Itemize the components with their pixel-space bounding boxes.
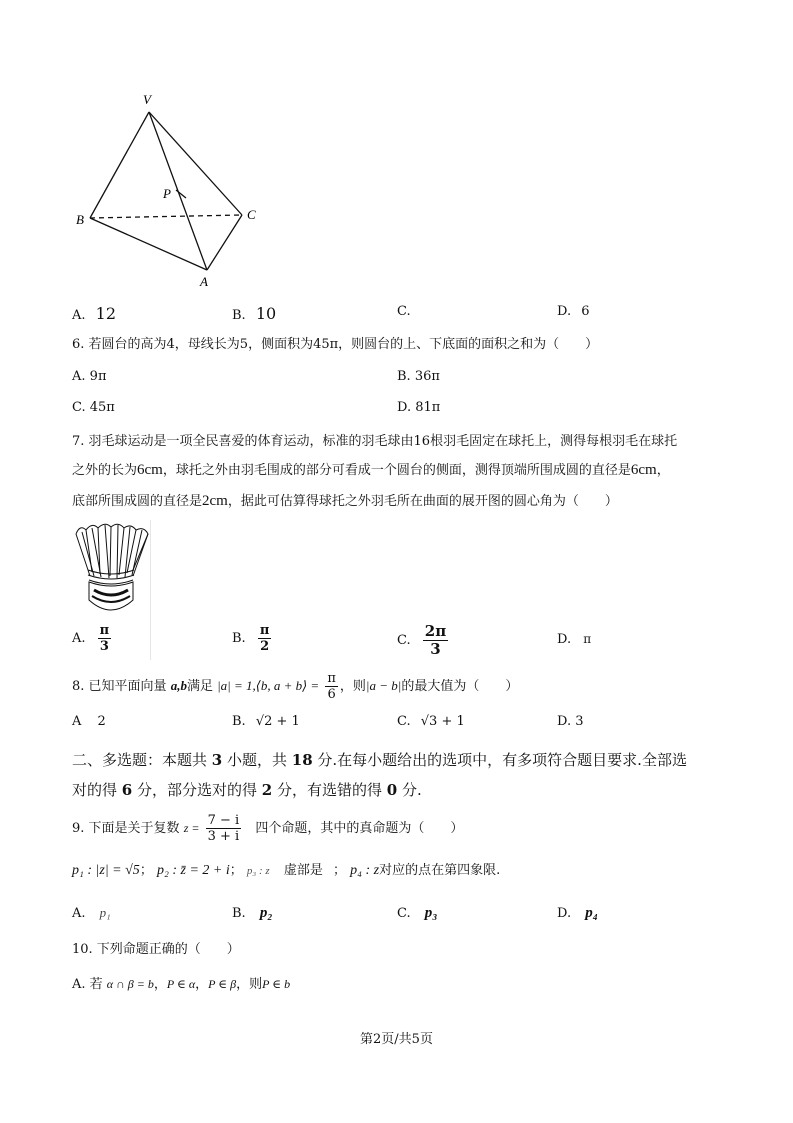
proposition-p2: p₂ : z̄ = 2 + i <box>156 863 230 878</box>
q8-stem <box>72 672 518 701</box>
option-letter: C. <box>72 400 86 415</box>
option-value: 36π <box>414 369 440 384</box>
q9-option-b[interactable] <box>232 905 273 922</box>
fraction <box>423 624 448 657</box>
fraction-denominator: 6 <box>327 687 336 702</box>
separator: ； <box>139 863 153 878</box>
fraction-denominator: 3 <box>430 640 441 658</box>
q7-length: 2cm <box>202 493 228 509</box>
fraction <box>258 624 272 653</box>
figure-divider <box>150 520 151 660</box>
option-letter: A. <box>72 369 86 384</box>
section-text: 分. <box>397 781 422 799</box>
q10-option-a[interactable] <box>72 975 290 994</box>
q8-text: 的最大值为（ ） <box>401 679 519 694</box>
option-letter: B. <box>232 308 246 323</box>
q8-option-b[interactable] <box>232 714 300 729</box>
feather-shaft <box>92 528 101 577</box>
fraction <box>325 672 338 701</box>
q9-option-a[interactable] <box>72 905 111 921</box>
proposition-p3-text: 虚部是 <box>283 863 323 878</box>
fraction-numerator: 7 − i <box>207 813 240 828</box>
feather-shaft <box>105 525 109 578</box>
option-value: 12 <box>95 304 117 323</box>
fraction <box>98 624 112 653</box>
q8-option-d[interactable] <box>557 714 584 729</box>
q7-option-b[interactable] <box>232 624 273 653</box>
option-letter: D. <box>557 906 572 921</box>
option-value: p₂ <box>259 905 273 921</box>
q7-text: ， <box>656 463 670 478</box>
option-value: 81π <box>415 400 441 415</box>
q9-propositions <box>72 860 500 882</box>
q8-text: ，则 <box>339 679 366 694</box>
vector-symbols: a,b <box>170 678 187 693</box>
q9-text: 9. 下面是关于复数 <box>72 821 180 836</box>
option-letter: A. <box>72 631 86 646</box>
q6-option-c[interactable] <box>72 400 115 415</box>
q7-option-a[interactable] <box>72 624 113 653</box>
option-letter: B. <box>232 631 246 646</box>
option-value: 6 <box>581 304 590 319</box>
separator: ，则 <box>236 977 263 992</box>
option-letter: B. <box>397 369 411 384</box>
q6-option-a[interactable] <box>72 369 107 384</box>
q8-option-c[interactable] <box>397 714 465 729</box>
q8-text: 满足 <box>186 679 213 694</box>
fraction-denominator: 2 <box>260 639 270 654</box>
q7-text: 底部所围成圆的直径是 <box>72 494 203 509</box>
q5-option-c[interactable] <box>397 304 411 319</box>
q6-stem: 6. 若圆台的高为4，母线长为5，侧面积为45π，则圆台的上、下底面的面积之和为（ ） <box>72 337 599 352</box>
segment-pc <box>176 190 186 198</box>
q8-text: 8. 已知平面向量 <box>72 679 167 694</box>
edge-ca <box>207 215 242 270</box>
fraction-numerator: π <box>99 623 110 638</box>
band <box>89 580 133 584</box>
section-text: 分.在每小题给出的选项中，有多项符合题目要求.全部选 <box>312 751 687 769</box>
option-value: 10 <box>255 304 277 323</box>
band <box>88 575 134 579</box>
option-letter: C. <box>397 714 411 729</box>
label-v: V <box>143 92 151 107</box>
option-letter: A. 若 <box>72 977 103 992</box>
q7-length: 6cm <box>630 462 657 478</box>
label-c: C <box>247 207 256 222</box>
option-letter: A <box>72 714 82 729</box>
separator: ， <box>195 977 209 992</box>
q7-stem-line3 <box>72 492 618 511</box>
option-value: p₁ <box>99 905 111 920</box>
option-math: P ∈ b <box>262 977 291 991</box>
q7-option-d[interactable] <box>557 632 591 647</box>
q7-text: ，球托之外由羽毛围成的部分可看成一个圆台的侧面，测得顶端所围成圆的直径是 <box>162 463 631 478</box>
section-number: 18 <box>291 751 313 769</box>
q7-text: ，据此可估算得球托之外羽毛所在曲面的展开图的圆心角为（ ） <box>227 494 618 509</box>
q9-option-d[interactable] <box>557 905 598 922</box>
section-text: 小题，共 <box>222 751 292 769</box>
option-letter: B. <box>232 714 246 729</box>
option-letter: C. <box>397 304 411 319</box>
option-value: 9π <box>89 369 107 384</box>
label-p: P <box>163 186 171 201</box>
q5-option-a[interactable] <box>72 304 116 323</box>
label-b: B <box>76 212 84 227</box>
complex-z-definition: z = <box>183 821 200 835</box>
q7-length: 6cm <box>137 462 163 478</box>
separator: ， <box>153 977 167 992</box>
option-letter: D. <box>557 714 572 729</box>
q9-text: 四个命题，其中的真命题为（ ） <box>255 821 464 836</box>
section-text: 分，部分选对的得 <box>132 781 262 799</box>
angle-condition: ⟨b, a + b⟩ = <box>255 678 320 693</box>
fraction <box>206 814 242 843</box>
separator: ； <box>229 863 243 878</box>
section-number: 3 <box>211 751 223 769</box>
option-math: P ∈ α <box>166 977 196 991</box>
vector-norm-condition: |a| = 1, <box>217 678 256 693</box>
q7-stem-line2 <box>72 461 670 480</box>
fraction-numerator: 2π <box>424 622 447 640</box>
section-heading <box>72 745 732 805</box>
edge-ba <box>90 218 207 270</box>
pyramid-figure <box>70 88 270 293</box>
option-letter: D. <box>397 400 412 415</box>
fraction-numerator: π <box>327 671 336 686</box>
option-value: 45π <box>89 400 115 415</box>
option-letter: D. <box>557 304 572 319</box>
q9-option-c[interactable] <box>397 905 438 922</box>
proposition-p4: p₄ : z <box>350 863 380 878</box>
section-text: 分，有选错的得 <box>272 781 387 799</box>
label-a: A <box>200 274 208 289</box>
fraction-denominator: 3 + i <box>207 829 240 844</box>
option-math: P ∈ β <box>208 977 237 991</box>
separator: ； <box>332 863 346 878</box>
option-letter: A. <box>72 308 86 323</box>
section-line1 <box>72 745 732 775</box>
page-footer: 第2页/共5页 <box>360 1032 433 1047</box>
option-math: α ∩ β = b <box>106 977 154 991</box>
edge-bc-hidden <box>90 215 242 218</box>
section-number: 6 <box>121 781 133 799</box>
feather-outline-right <box>133 534 148 576</box>
section-number: 0 <box>386 781 398 799</box>
q9-stem <box>72 810 463 847</box>
q10-stem: 10. 下列命题正确的（ ） <box>72 942 240 957</box>
option-letter: C. <box>397 633 411 648</box>
feather <box>76 528 92 572</box>
option-letter: D. <box>557 632 572 647</box>
option-value: √2 + 1 <box>255 714 300 729</box>
q7-text: 之外的长为 <box>72 463 138 478</box>
option-letter: C. <box>397 906 411 921</box>
vector-difference-norm: |a − b| <box>365 678 402 693</box>
option-letter: A. <box>72 906 86 921</box>
option-value: √3 + 1 <box>420 714 465 729</box>
option-value: π <box>583 632 592 646</box>
option-value: p₄ <box>585 905 598 921</box>
option-value: 2 <box>97 714 106 729</box>
option-letter: B. <box>232 906 246 921</box>
q6-option-d[interactable] <box>397 400 440 415</box>
fraction-numerator: π <box>259 623 270 638</box>
option-value: 3 <box>575 714 584 729</box>
edge-vb <box>90 112 149 218</box>
feather-shaft <box>117 525 118 578</box>
proposition-p3: p₃ : z <box>246 865 270 877</box>
q6-option-b[interactable] <box>397 369 440 384</box>
proposition-p1: p₁ : |z| = √5 <box>72 863 140 878</box>
section-text: 二、多选题：本题共 <box>72 751 212 769</box>
proposition-p4-text: 对应的点在第四象限. <box>379 863 501 878</box>
section-text: 对的得 <box>72 781 122 799</box>
q7-option-c[interactable] <box>397 624 450 657</box>
section-line2 <box>72 775 732 805</box>
fraction-denominator: 3 <box>99 639 109 654</box>
q5-option-d[interactable] <box>557 304 590 319</box>
option-value: p₃ <box>424 905 438 921</box>
q7-stem-line1: 7. 羽毛球运动是一项全民喜爱的体育运动，标准的羽毛球由16根羽毛固定在球托上，测得每根羽毛在球托 <box>72 434 678 449</box>
shuttlecock-figure <box>70 520 155 620</box>
q8-option-a[interactable] <box>72 714 106 729</box>
section-number: 2 <box>261 781 273 799</box>
q5-option-b[interactable] <box>232 304 276 323</box>
